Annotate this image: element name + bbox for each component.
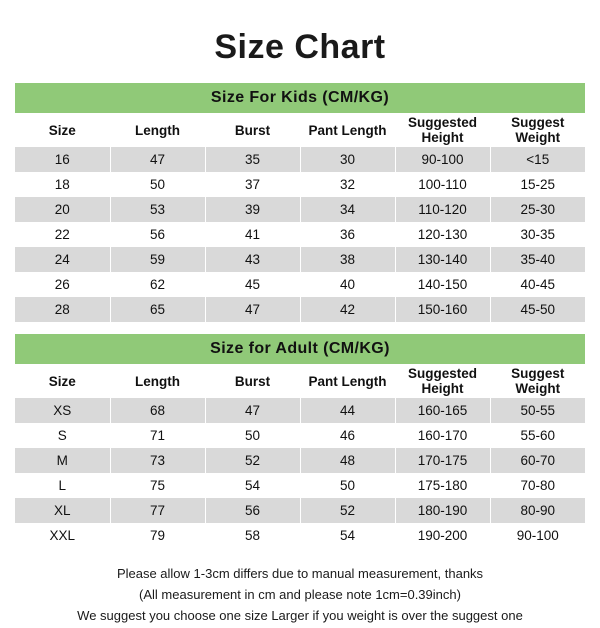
cell-suggested-height: 90-100 [395,147,490,172]
page-title: Size Chart [214,28,386,66]
kids-band-title: Size For Kids (CM/KG) [15,83,585,113]
cell-burst: 50 [205,423,300,448]
column-header-size: Size [15,364,110,398]
adult-band-header [15,334,585,364]
cell-burst: 54 [205,473,300,498]
cell-suggested-height: 190-200 [395,523,490,548]
cell-size: 16 [15,147,110,172]
cell-pant-length: 32 [300,172,395,197]
cell-burst: 43 [205,247,300,272]
cell-pant-length: 52 [300,498,395,523]
table-row [15,423,585,448]
note-line-1: Please allow 1-3cm differs due to manual measurement, thanks [116,566,484,581]
cell-suggest-weight: 70-80 [490,473,585,498]
adult-table-wrap [15,334,585,548]
cell-length: 50 [110,172,205,197]
kids-column-header-row [15,113,585,147]
table-row [15,398,585,423]
cell-size: S [15,423,110,448]
cell-suggest-weight: 50-55 [490,398,585,423]
cell-suggested-height: 100-110 [395,172,490,197]
section-spacer [0,322,600,334]
cell-burst: 47 [205,297,300,322]
cell-suggest-weight: 25-30 [490,197,585,222]
kids-size-table [15,83,585,322]
cell-suggest-weight: 15-25 [490,172,585,197]
cell-pant-length: 50 [300,473,395,498]
cell-size: 20 [15,197,110,222]
cell-suggested-height: 170-175 [395,448,490,473]
cell-length: 65 [110,297,205,322]
adult-column-header-row [15,364,585,398]
cell-length: 77 [110,498,205,523]
cell-suggest-weight: 55-60 [490,423,585,448]
column-header-pant-length: Pant Length [300,364,395,398]
cell-length: 56 [110,222,205,247]
table-row [15,197,585,222]
cell-suggested-height: 180-190 [395,498,490,523]
cell-suggest-weight: 30-35 [490,222,585,247]
table-row [15,498,585,523]
table-row [15,272,585,297]
cell-size: XXL [15,523,110,548]
cell-suggested-height: 160-165 [395,398,490,423]
cell-burst: 45 [205,272,300,297]
cell-suggested-height: 175-180 [395,473,490,498]
cell-burst: 56 [205,498,300,523]
cell-length: 79 [110,523,205,548]
adult-size-table [15,334,585,548]
cell-size: 28 [15,297,110,322]
cell-suggest-weight: 35-40 [490,247,585,272]
kids-band-header [15,83,585,113]
cell-burst: 52 [205,448,300,473]
cell-pant-length: 40 [300,272,395,297]
column-header-suggest-weight: Suggest Weight [490,364,585,398]
cell-size: XL [15,498,110,523]
cell-pant-length: 46 [300,423,395,448]
cell-suggest-weight: 60-70 [490,448,585,473]
size-chart-page [0,28,600,628]
cell-burst: 41 [205,222,300,247]
adult-band-title: Size for Adult (CM/KG) [15,334,585,364]
table-row [15,523,585,548]
column-header-burst: Burst [205,113,300,147]
cell-size: 18 [15,172,110,197]
cell-suggest-weight: 40-45 [490,272,585,297]
cell-length: 59 [110,247,205,272]
table-row [15,247,585,272]
cell-burst: 35 [205,147,300,172]
table-row [15,473,585,498]
cell-pant-length: 44 [300,398,395,423]
cell-suggested-height: 140-150 [395,272,490,297]
table-row [15,222,585,247]
cell-size: 24 [15,247,110,272]
cell-suggest-weight: <15 [490,147,585,172]
cell-length: 73 [110,448,205,473]
column-header-length: Length [110,364,205,398]
footer-notes [15,564,585,626]
cell-size: 22 [15,222,110,247]
cell-size: L [15,473,110,498]
cell-pant-length: 42 [300,297,395,322]
column-header-burst: Burst [205,364,300,398]
table-row [15,147,585,172]
table-row [15,172,585,197]
column-header-length: Length [110,113,205,147]
cell-size: M [15,448,110,473]
cell-pant-length: 54 [300,523,395,548]
cell-length: 62 [110,272,205,297]
note-line-2: (All measurement in cm and please note 1cm=0.39inch) [139,587,461,602]
cell-suggested-height: 110-120 [395,197,490,222]
cell-size: XS [15,398,110,423]
cell-suggest-weight: 90-100 [490,523,585,548]
column-header-pant-length: Pant Length [300,113,395,147]
cell-pant-length: 36 [300,222,395,247]
note-line-3: We suggest you choose one size Larger if you weight is over the suggest one [77,608,523,623]
cell-suggest-weight: 45-50 [490,297,585,322]
cell-burst: 37 [205,172,300,197]
cell-suggested-height: 150-160 [395,297,490,322]
cell-pant-length: 48 [300,448,395,473]
cell-burst: 58 [205,523,300,548]
cell-length: 53 [110,197,205,222]
cell-suggest-weight: 80-90 [490,498,585,523]
cell-length: 68 [110,398,205,423]
cell-burst: 39 [205,197,300,222]
cell-burst: 47 [205,398,300,423]
cell-suggested-height: 120-130 [395,222,490,247]
kids-table-wrap [15,83,585,322]
table-row [15,448,585,473]
cell-pant-length: 38 [300,247,395,272]
cell-pant-length: 30 [300,147,395,172]
column-header-size: Size [15,113,110,147]
column-header-suggest-weight: Suggest Weight [490,113,585,147]
cell-size: 26 [15,272,110,297]
cell-length: 71 [110,423,205,448]
cell-pant-length: 34 [300,197,395,222]
table-row [15,297,585,322]
cell-length: 47 [110,147,205,172]
cell-suggested-height: 160-170 [395,423,490,448]
cell-suggested-height: 130-140 [395,247,490,272]
column-header-suggested-height: Suggested Height [395,364,490,398]
column-header-suggested-height: Suggested Height [395,113,490,147]
cell-length: 75 [110,473,205,498]
